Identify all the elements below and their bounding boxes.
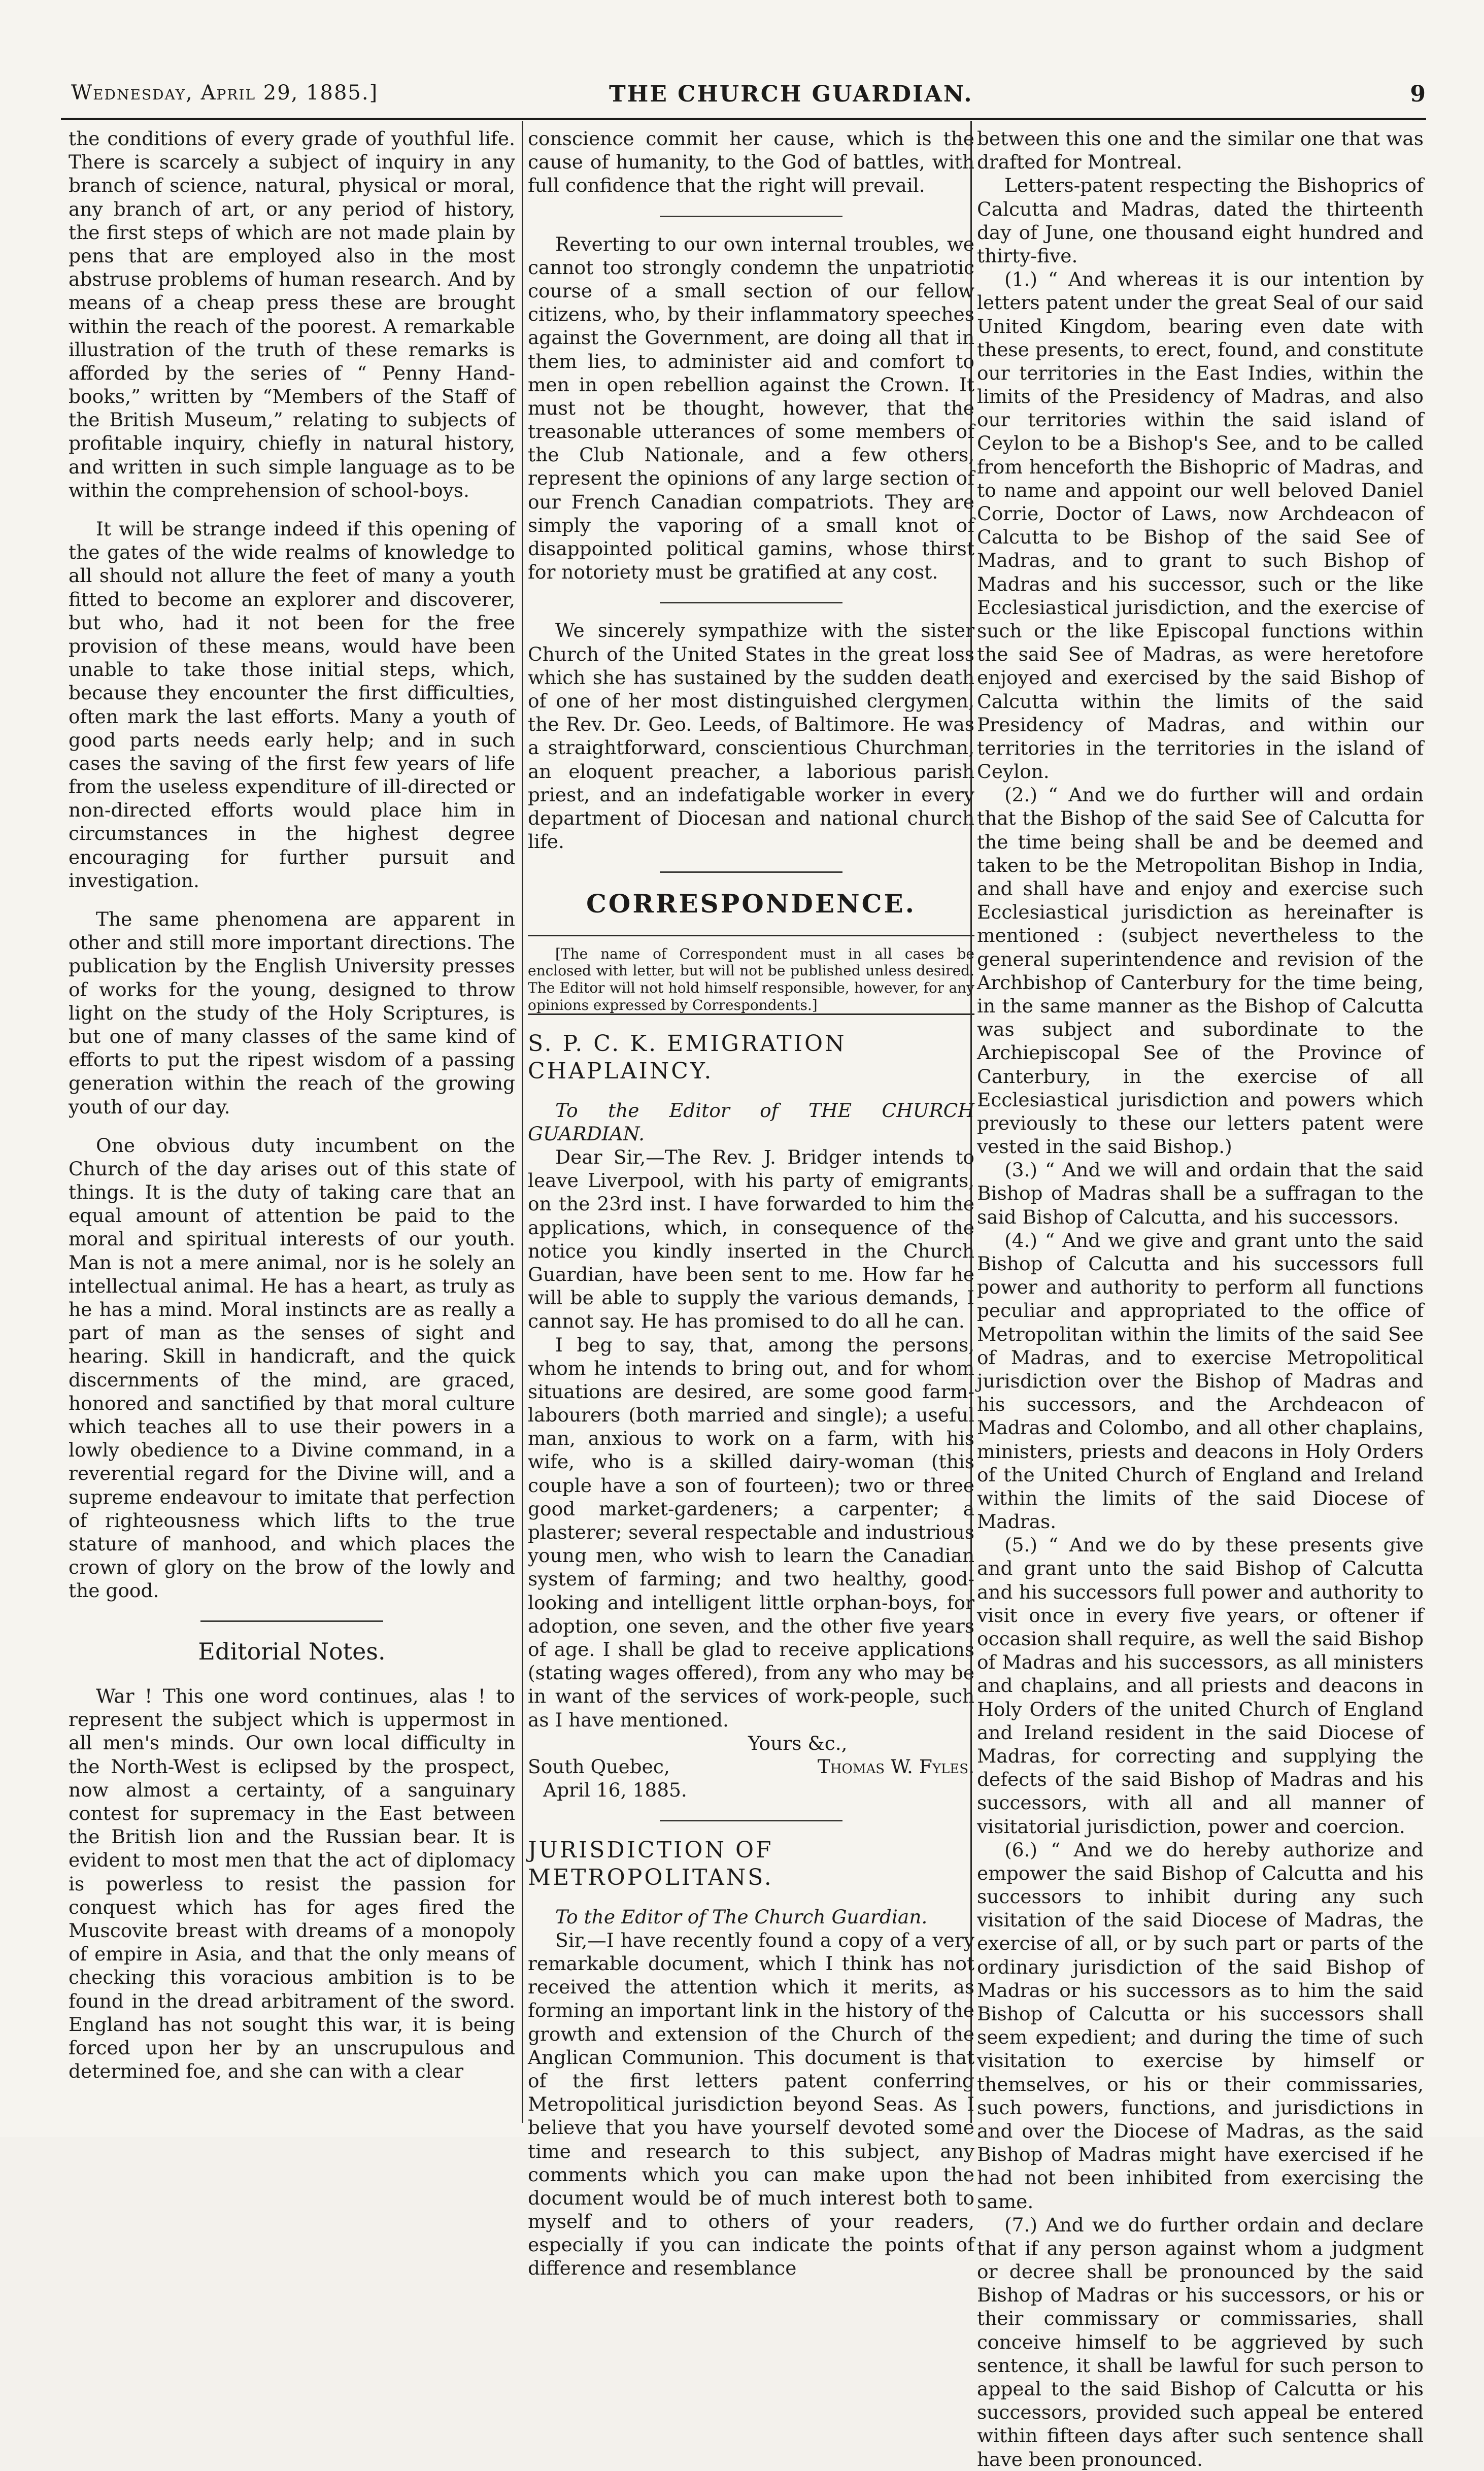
article-paragraph: War ! This one word continues, alas ! to represent the subject which is uppermost in all men's minds. Our own local difficulty in the North-West is eclipsed by the prospect, now almost a certainty, of a sanguinary contest for supremacy in the East between the British lion and the Russian bear. It is evident to most men that the act of diplomacy is powerless to resist the passion for conquest which has for ages fired the Muscovite breast with dreams of a monopoly of empire in Asia, and that the only means of checking this voracious ambition is to be found in the dread arbitrament of the sword. England has not sought this war, it is being forced upon her by an unscrupulous and determined foe, and she can with a clear	[69, 1685, 515, 2083]
letter-signoff	[528, 1755, 974, 1778]
newspaper-title: THE CHURCH GUARDIAN.	[609, 81, 973, 107]
letters-patent-clause: (6.) “ And we do hereby authorize and empower the said Bishop of Calcutta and his successors to inhibit during any such visitation of the said Diocese of Madras, the exercise of all, or by such part or parts of the ordinary jurisdiction of the said Bishop of Madras or his successors as to him the said Bishop of Calcutta or his successors shall seem expedient; and during the time of such visitation to exercise by himself or themselves, or his or their commissaries, such powers, functions, and jurisdictions in and over the Diocese of Madras, as the said Bishop of Madras might have exercised if he had not been inhibited from exercising the same.	[977, 1838, 1424, 2213]
letter-paragraph: Sir,—I have recently found a copy of a very remarkable document, which I think has not received the attention which it merits, as forming an important link in the history of the growth and extension of the Church of the Anglican Communion. This document is that of the first letters patent conferring Metropolitical jurisdiction beyond Seas. As I believe that you have yourself devoted some time and research to this subject, any comments which you can make upon the document would be of much interest both to myself and to others of your readers, especially if you can indicate the points of difference and resemblance	[528, 1928, 974, 2280]
letter-title: S. P. C. K. EMIGRATION CHAPLAINCY.	[528, 1031, 847, 1085]
masthead-rule	[61, 118, 1426, 120]
letter-closing: Yours &c.,	[748, 1732, 848, 1754]
article-paragraph: It will be strange indeed if this opening of the gates of the wide realms of knowledge to all should not allure the feet of many a youth fitted to become an explorer and discoverer, but who, had it not been for the free provision of these means, would have been unable to take those initial steps, which, because they encounter the first difficulties, often mark the last efforts. Many a youth of good parts needs early help; and in such cases the saving of the first few years of life from the useless expenditure of ill-directed or non-directed efforts would place him in circumstances in the highest degree encouraging for further pursuit and investigation.	[69, 518, 515, 892]
article-paragraph: We sincerely sympathize with the sister Church of the United States in the great loss which she has sustained by the sudden death of one of her most distinguished clergymen, the Rev. Dr. Geo. Leeds, of Baltimore. He was a straightforward, conscientious Churchman, an eloquent preacher, a laborious parish priest, and an indefatigable worker in every department of Diocesan and national church life.	[528, 619, 974, 853]
section-divider	[660, 602, 842, 603]
letter-addressee: To the Editor of The Church Guardian.	[555, 1905, 928, 1928]
heading-rule	[528, 1013, 974, 1015]
article-paragraph: between this one and the similar one that was drafted for Montreal.	[977, 127, 1424, 174]
letters-patent-clause: (2.) “ And we do further will and ordain that the Bishop of the said See of Calcutta for the time being shall be and be deemed and taken to be the Metropolitan Bishop in India, and shall have and enjoy and exercise such Ecclesiastical jurisdiction as hereinafter is mentioned : (subject nevertheless to the general superintendence and revision of the Archbishop of Canterbury for the time being, in the same manner as the Bishop of Calcutta was subject and subordinate to the Archiepiscopal See of the Province of Canterbury, in the exercise of all Ecclesiastical jurisdiction and powers which previously to these our letters patent were vested in the said Bishop.)	[977, 784, 1424, 1158]
section-divider	[200, 1620, 383, 1622]
letter-paragraph: I beg to say, that, among the persons, whom he intends to bring out, and for whom situations are desired, are some good farm-labourers (both married and single); a useful man, anxious to work on a farm, with his wife, who is a skilled dairy-woman (this couple have a son of fourteen); two or three good market-gardeners; a carpenter; a plasterer; several respectable and industrious young men, who wish to learn the Canadian system of farming; and two healthy, good-looking and intelligent little orphan-boys, for adoption, one seven, and the other five years of age. I shall be glad to receive applications (stating wages offered), from any who may be in want of the services of work-people, such as I have mentioned.	[528, 1333, 974, 1731]
article-paragraph: the conditions of every grade of youthful life. There is scarcely a subject of inquiry in any branch of science, natural, physical or moral, any branch of art, or any period of history, the first steps of which are not made plain by pens that are employed also in the most abstruse problems of human research. And by means of a cheap press these are brought within the reach of the poorest. A remarkable illustration of the truth of these remarks is afforded by the series of “ Penny Hand-books,” written by “Members of the Staff of the British Museum,” relating to subjects of profitable inquiry, chiefly in natural history, and written in such simple language as to be within the comprehension of school-boys.	[69, 127, 515, 501]
correspondence-heading: CORRESPONDENCE.	[586, 889, 916, 919]
editorial-notes-heading: Editorial Notes.	[198, 1638, 386, 1666]
letter-paragraph: Dear Sir,—The Rev. J. Bridger intends to leave Liverpool, with his party of emigrants, on the 23rd inst. I have forwarded to him the applications, which, in consequence of the notice you kindly inserted in the Church Guardian, have been sent to me. How far he will be able to supply the various demands, I cannot say. He has promised to do all he can.	[528, 1146, 974, 1333]
article-paragraph: Letters-patent respecting the Bishoprics of Calcutta and Madras, dated the thirteenth day of June, one thousand eight hundred and thirty-five.	[977, 174, 1424, 267]
letter-signature: Thomas W. Fyles.	[817, 1755, 974, 1778]
letters-patent-clause: (7.) And we do further ordain and declare that if any person against whom a judgment or decree shall be pronounced by the said Bishop of Madras or his successors, or his or their commissary or commissaries, shall conceive himself to be aggrieved by such sentence, it shall be lawful for such person to appeal to the said Bishop of Calcutta or his successors, provided such appeal be entered within fifteen days after such sentence shall have been pronounced.	[977, 2213, 1424, 2470]
column-rule-left	[522, 121, 523, 2123]
column-1	[69, 127, 515, 2126]
letter-title: JURISDICTION OF METROPOLITANS.	[528, 1837, 773, 1891]
heading-rule	[528, 935, 974, 936]
letters-patent-clause: (3.) “ And we will and ordain that the said Bishop of Madras shall be a suffragan to the said Bishop of Calcutta, and his successors.	[977, 1159, 1424, 1228]
editor-note: [The name of Correspondent must in all cases be enclosed with letter, but will not be published unless desired. The Editor will not hold himself responsible, however, for any opinions expressed by Correspondents.]	[528, 945, 974, 1013]
letters-patent-clause: (1.) “ And whereas it is our intention by letters patent under the great Seal of our said United Kingdom, bearing even date with these presents, to erect, found, and constitute our territories in the East Indies, within the limits of the Presidency of Madras, and also our territories within the said island of Ceylon to be a Bishop's See, and to be called from henceforth the Bishopric of Madras, and to name and appoint our well beloved Daniel Corrie, Doctor of Laws, now Archdeacon of Calcutta to be Bishop of the said See of Madras, and to grant to such Bishop of Madras and his successor, such or the like Ecclesiastical jurisdiction, and the exercise of such or the like Episcopal functions within the said See of Madras, as were heretofore enjoyed and exercised by the said Bishop of Calcutta within the limits of the said Presidency of Madras, and within our territories in the territories in the island of Ceylon.	[977, 268, 1424, 783]
letter-addressee: To the Editor of THE CHURCH GUARDIAN.	[528, 1099, 974, 1145]
article-paragraph: The same phenomena are apparent in other and still more important directions. The publication by the English University presses of works for the young, designed to throw light on the study of the Holy Scriptures, is but one of many classes of the same kind of efforts to put the ripest wisdom of a passing generation within the reach of the growing youth of our day.	[69, 908, 515, 1118]
article-paragraph: conscience commit her cause, which is the cause of humanity, to the God of battles, with full confidence that the right will prevail.	[528, 127, 974, 197]
letters-patent-clause: (4.) “ And we give and grant unto the said Bishop of Calcutta and his successors full power and authority to perform all functions peculiar and appropriated to the office of Metropolitan within the limits of the said See of Madras, and to exercise Metropolitical jurisdiction over the Bishop of Madras and his successors, and the Archdeacon of Madras and Colombo, and all other chaplains, ministers, priests and deacons in Holy Orders of the United Church of England and Ireland within the limits of the said Diocese of Madras.	[977, 1229, 1424, 1533]
article-paragraph: Reverting to our own internal troubles, we cannot too strongly condemn the unpatriotic course of a small section of our fellow citizens, who, by their inflammatory speeches against the Government, are doing all that in them lies, to administer aid and comfort to men in open rebellion against the Crown. It must not be thought, however, that the treasonable utterances of some members of the Club Nationale, and a few others, represent the opinions of any large section of our French Canadian compatriots. They are simply the vaporing of a small knot of disappointed political gamins, whose thirst for notoriety must be gratified at any cost.	[528, 232, 974, 584]
section-divider	[660, 216, 842, 217]
column-2	[528, 127, 974, 2280]
section-divider	[660, 1820, 842, 1821]
masthead	[0, 0, 1484, 127]
letter-date: April 16, 1885.	[543, 1779, 687, 1802]
page-number: 9	[1410, 81, 1426, 107]
article-paragraph: One obvious duty incumbent on the Church of the day arises out of this state of things. It is the duty of taking care that an equal amount of attention be paid to the moral and spiritual interests of our youth. Man is not a mere animal, nor is he solely an intellectual animal. He has a heart, as truly as he has a mind. Moral instincts are as really a part of man as the senses of sight and hearing. Skill in handicraft, and the quick discernments of the mind, are graced, honored and sanctified by that moral culture which teaches all to use their powers in a lowly obedience to a Divine command, in a reverential regard for the Divine will, and a supreme endeavour to imitate that perfection of righteousness which lifts to the true stature of manhood, and which places the crown of glory on the brow of the lowly and the good.	[69, 1134, 516, 1602]
issue-date: Wednesday, April 29, 1885.]	[71, 81, 379, 105]
column-3	[977, 127, 1424, 2470]
letters-patent-clause: (5.) “ And we do by these presents give and grant unto the said Bishop of Calcutta and his successors full power and authority to visit once in every five years, or oftener if occasion shall require, as well the said Bishop of Madras and his successors, as all ministers and chaplains, and all priests and deacons in Holy Orders of the united Church of England and Ireland resident in the said Diocese of Madras, for correcting and supplying the defects of the said Bishop of Madras and his successors, with all and all manner of visitatorial jurisdiction, power and coercion.	[977, 1534, 1424, 1838]
letter-place: South Quebec,	[528, 1755, 670, 1778]
section-divider	[660, 871, 842, 873]
